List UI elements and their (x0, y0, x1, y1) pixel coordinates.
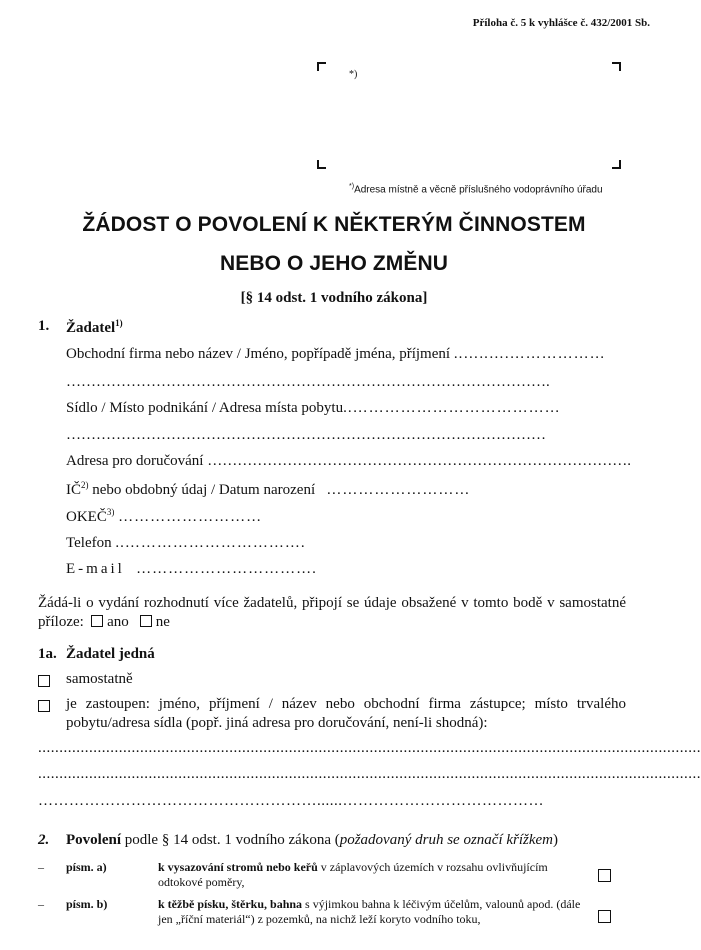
annex-reference: Příloha č. 5 k vyhlášce č. 432/2001 Sb. (472, 17, 650, 29)
address-box-corner-top-left (317, 62, 326, 71)
delivery-address-dots: …………………………………………………………………………. (207, 453, 631, 469)
option-represented-label: je zastoupen: jméno, příjmení / název nebo obchodní firma zástupce; místo trvalého pobytu/adresa sídla (popř. jiná adresa pro doručování, není-li shodná): (66, 696, 626, 731)
item-a-text: v záplavových územích v rozsahu ovlivňujícím odtokové poměry, (158, 860, 548, 889)
section2-heading-end: ) (553, 832, 559, 848)
section1a-number: 1a. (38, 646, 57, 662)
item-b-text: s výjimkou bahna k léčivým účelům, valounů apod. (dále jen „říční materiál“) z pozemků, na nichž leží koryto vodního toku, (158, 897, 581, 926)
representative-dots-line3[interactable]: ………………………………………………......………………………………… (38, 793, 544, 809)
checkbox-self-box[interactable] (38, 675, 50, 687)
email-dots: ……………………………. (136, 561, 317, 577)
firm-name-dots: ..…..….……………… (453, 346, 606, 362)
item-b-description (158, 897, 588, 927)
section2-heading-italic: požadovaný druh se označí křížkem (339, 832, 554, 848)
ic-dots: ……………………… (326, 482, 471, 498)
seat-field[interactable] (66, 400, 561, 417)
item-b-letter: písm. b) (66, 897, 108, 911)
section1-heading (66, 318, 123, 337)
representative-dots-line2[interactable]: ............................................................................................................................................................ (38, 766, 701, 782)
seat-field-continued[interactable] (66, 427, 546, 444)
attachment-no-label: ne (155, 614, 170, 630)
checkbox-represented[interactable] (38, 698, 50, 716)
address-box-corner-top-right (612, 62, 621, 71)
item-a-bold: k vysazování stromů nebo keřů (158, 860, 318, 874)
section2-heading (66, 832, 558, 849)
checkbox-item-a[interactable] (598, 869, 611, 882)
okec-field[interactable] (66, 507, 262, 526)
multiple-applicants-text: Žádá-li o vydání rozhodnutí více žadatelů, připojí se údaje obsažené v tomto bodě v samostatné příloze: (38, 595, 626, 630)
seat-label: Sídlo / Místo podnikání / Adresa místa pobytu (66, 400, 344, 416)
ic-label-rest: nebo obdobný údaj / Datum narození (88, 482, 316, 498)
checkbox-item-b[interactable] (598, 910, 611, 923)
checkbox-attachment-yes[interactable] (91, 615, 103, 627)
address-footnote-text: Adresa místně a věcně příslušného vodoprávního úřadu (354, 184, 603, 196)
section2-heading-rest: podle § 14 odst. 1 vodního zákona ( (121, 832, 340, 848)
section1a-heading: Žadatel jedná (66, 646, 155, 662)
item-a-letter: písm. a) (66, 860, 107, 874)
representative-dots-line1[interactable]: ............................................................................................................................................................ (38, 740, 701, 756)
item-a-description (158, 860, 588, 890)
firm-name-dots-line2: ……………………………………………………………………………………. (66, 374, 550, 390)
okec-label: OKEČ (66, 509, 107, 525)
email-field[interactable] (66, 561, 317, 578)
section2-number: 2. (38, 832, 50, 848)
phone-dots: ..……………………………. (115, 535, 306, 551)
address-footnote-mark: *) (349, 183, 355, 190)
checkbox-represented-box[interactable] (38, 700, 50, 712)
section1-heading-text: Žadatel (66, 320, 116, 336)
ic-sup: 2) (81, 480, 89, 490)
form-title-line1: ŽÁDOST O POVOLENÍ K NĚKTERÝM ČINNOSTEM (82, 213, 586, 236)
attachment-yes-label: ano (107, 614, 129, 630)
section1-number: 1. (38, 318, 50, 334)
multiple-applicants-note (38, 594, 626, 632)
okec-sup: 3) (106, 507, 115, 517)
section2-heading-bold: Povolení (66, 832, 121, 848)
seat-dots-line2: …………………………………………………………………………………… (66, 427, 546, 443)
okec-dots: ……………………… (118, 509, 263, 525)
checkbox-self[interactable] (38, 673, 50, 691)
firm-name-field-continued[interactable] (66, 374, 550, 391)
ic-field[interactable] (66, 480, 470, 499)
address-box-star: *) (349, 69, 358, 80)
delivery-address-field[interactable] (66, 453, 631, 470)
checkbox-attachment-no[interactable] (140, 615, 152, 627)
email-label: E-mail (66, 561, 125, 577)
address-box-corner-bottom-left (317, 160, 326, 169)
phone-label: Telefon (66, 535, 112, 551)
ic-label: IČ (66, 482, 81, 498)
delivery-address-label: Adresa pro doručování (66, 453, 204, 469)
item-a-dash: – (38, 860, 44, 874)
firm-name-label: Obchodní firma nebo název / Jméno, popřípadě jména, příjmení (66, 346, 451, 362)
item-b-dash: – (38, 897, 44, 911)
phone-field[interactable] (66, 535, 306, 552)
seat-dots: ..………………………………… (343, 400, 561, 416)
option-self-label: samostatně (66, 671, 133, 687)
address-footnote (349, 183, 603, 195)
address-box-corner-bottom-right (612, 160, 621, 169)
firm-name-field[interactable] (66, 346, 606, 363)
law-reference: [§ 14 odst. 1 vodního zákona] (240, 290, 428, 306)
item-b-bold: k těžbě písku, štěrku, bahna (158, 897, 303, 911)
section1-heading-sup: 1) (115, 318, 123, 328)
form-title-line2: NEBO O JEHO ZMĚNU (219, 252, 449, 275)
